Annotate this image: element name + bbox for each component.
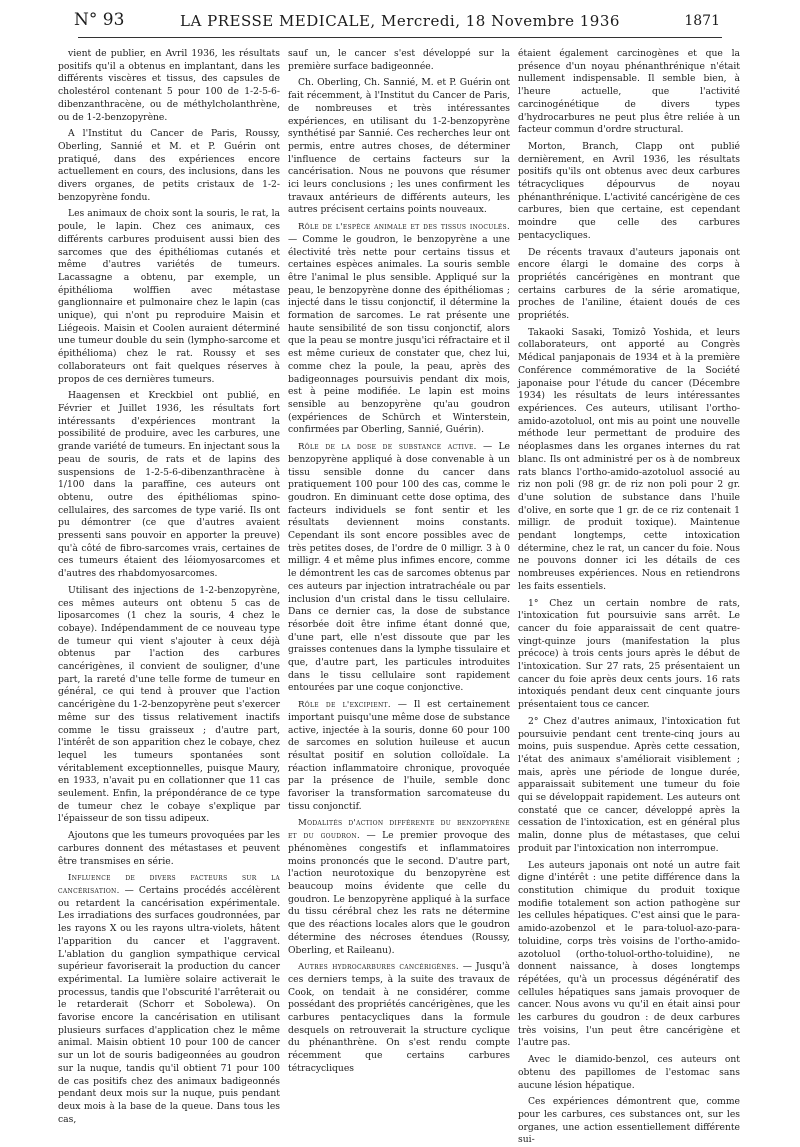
paragraph (288, 817, 510, 957)
paragraph-text: sauf un, le cancer s'est développé sur la première surface badigeonnée. (288, 48, 510, 72)
paragraph-text: Utilisant des injections de 1-2-benzopyrène, ces mêmes auteurs ont obtenu 5 cas de liposarcomes (1 chez la souris, 4 chez le cobaye). Indépendamment de ce nouveau type de tumeur qui vient s'ajouter à ceux déjà obtenus par l'action des carbures cancérigènes, il convient de souligner, d'une part, la rareté d'une telle forme de tumeur en général, ce qui tend à prouver que l'action cancérigène du 1-2-benzopyrène peut s'exercer même sur des tissus relativement inactifs comme le tissu graisseux ; d'autre part, l'intérêt de son apparition chez le cobaye, chez lequel les tumeurs spontanées sont véritablement exceptionnelles, puisque Maury, en 1933, n'avait pu en collationner que 11 cas seulement. Enfin, la prépondérance de ce type de tumeur chez le cobaye s'explique par l'épaisseur de son tissu adipeux. (58, 584, 280, 825)
page-header (0, 0, 800, 50)
paragraph (288, 221, 510, 437)
paragraph (58, 872, 280, 1126)
paragraph (288, 77, 510, 217)
paragraph-text: — Le benzopyrène appliqué à dose convenable à un tissu sensible donne du cancer dans pratiquement 100 pour 100 des cas, comme le goudron. En diminuant cette dose optima, des facteurs individuels se font sentir et les résultats deviennent moins constants. Cependant ils sont encore possibles avec de très petites doses, de l'ordre de 0 milligr. 3 à 0 milligr. 4 et même plus infimes encore, comme le démontrent les cas de sarcomes obtenus par ces auteurs par injection intratrachéale ou par inclusion d'un cristal dans le tissu cellulaire. Dans ce dernier cas, la dose de substance résorbée doit être infime étant donné que, d'une part, elle n'est dissoute que par les graisses contenues dans la lymphe tissulaire et que, d'autre part, les particules introduites dans le tissu cellulaire sont rapidement entourées par une coque conjonctive. (288, 441, 510, 694)
paragraph (518, 1054, 740, 1092)
paragraph-text: étaient également carcinogènes et que la présence d'un noyau phénanthrénique n'était nullement indispensable. Il semble bien, à l'heure actuelle, que l'activité carcinogénétique de divers types d'hydrocarbures ne peut plus être reliée à un facteur commun d'ordre structural. (518, 48, 740, 136)
paragraph-text: — Jusqu'à ces derniers temps, à la suite des travaux de Cook, on tendait à ne considérer, comme possédant des propriétés cancérigènes, que les carbures pentacycliques dans la formule desquels on retrouverait la structure cyclique du phénanthrène. On s'est rendu compte récemment que certains carbures tétracycliques (288, 961, 510, 1074)
section-heading: Influence de divers facteurs sur la cancérisation. (58, 873, 280, 896)
paragraph (518, 141, 740, 243)
paragraph (518, 327, 740, 594)
paragraph (518, 598, 740, 712)
paragraph (288, 699, 510, 813)
paragraph-text: De récents travaux d'auteurs japonais ont encore élargi le domaine des corps à propriétés cancérigènes en montrant que certains carbures de la série aromatique, proches de l'aniline, étaient doués de ces propriétés. (518, 246, 740, 322)
paragraph-text: A l'Institut du Cancer de Paris, Roussy, Oberling, Sannié et M. et P. Guérin ont pratiqué, dans des expériences encore actuellement en cours, des inclusions, dans les divers organes, de petits cristaux de 1-2-benzopyrène fondu. (58, 128, 280, 203)
section-heading: Modalités d'action différente du benzopyrène et du goudron. (288, 818, 510, 842)
text-column-middle (288, 48, 510, 1078)
paragraph-text: — Comme le goudron, le benzopyrène a une électivité très nette pour certains tissus et certaines espèces animales. La souris semble être l'animal le plus sensible. Appliqué sur la peau, le benzopyrène donne des épithéliomas ; injecté dans le tissu conjonctif, il détermine la formation de sarcomes. Le rat présente une haute sensibilité de son tissu conjonctif, alors que la peau se montre jusqu'ici réfractaire et il est même curieux de constater que, chez lui, comme chez la poule, la peau, après des badigeonnages poursuivis pendant dix mois, est à peine modifiée. Le lapin est moins sensible au benzopyrène qu'au goudron (expériences de Schürch et Winterstein, confirmées par Oberling, Sannié, Guérin). (288, 233, 510, 436)
text-column-right (518, 48, 740, 1146)
paragraph-text: Les animaux de choix sont la souris, le rat, la poule, le lapin. Chez ces animaux, ces différents carbures produisent aussi bien des sarcomes que des épithéliomas cutanés et même d'autres variétés de tumeurs. Lacassagne a obtenu, par exemple, un épithélioma wolffien avec métastase ganglionnaire et pulmonaire chez le lapin (cas unique), qui n'ont pu reproduire Maisin et Liégeois. Maisin et Coolen auraient déterminé une tumeur double du sein (lympho-sarcome et épithélioma) chez le rat. Roussy et ses collaborateurs ont fait quelques réserves à propos de ces dernières tumeurs. (58, 208, 280, 385)
header-rule (78, 37, 722, 38)
section-heading: Rôle de la dose de substance active. (298, 442, 477, 453)
paragraph (288, 441, 510, 695)
section-heading: Rôle de l'espèce animale et des tissus inoculés. (298, 222, 510, 233)
paragraph-text: Haagensen et Kreckbiel ont publié, en Février et Juillet 1936, les résultats fort intéressants d'expériences montrant la possibilité de produire, avec les carbures, une grande variété de tumeurs. En injectant sous la peau de souris, de rats et de lapins des suspensions de 1-2-5-6-dibenzanthracène à 1/100 dans la paraffine, ces auteurs ont obtenu, outre des épithéliomas spino-cellulaires, des sarcomes de type varié. Ils ont pu démontrer (ce que d'autres avaient pressenti sans pouvoir en apporter la preuve) qu'à côté de fibro-sarcomes vrais, certaines de ces tumeurs étaient des léiomyosarcomes et d'autres des rhabdomyosarcomes. (58, 390, 280, 580)
paragraph-text: Takaoki Sasaki, Tomizô Yoshida, et leurs collaborateurs, ont apporté au Congrès Médical panjaponais de 1934 et à la première Conférence commémorative de la Société japonaise pour l'étude du cancer (Décembre 1934) les résultats de leurs intéressantes expériences. Ces auteurs, utilisant l'ortho-amido-azotoluol, ont mis au point une nouvelle méthode leur permettant de produire des néoplasmes dans les organes internes du rat blanc. Ils ont administré per os à de nombreux rats blancs l'ortho-amido-azotoluol associé au riz non poli (98 gr. de riz non poli pour 2 gr. d'une solution de substance dans l'huile d'olive, en sorte que 1 gr. de ce riz contenait 1 milligr. de produit toxique). Maintenue pendant longtemps, cette intoxication détermine, chez le rat, un cancer du foie. Nous ne pouvons donner ici les détails de ces nombreuses expériences. Nous en retiendrons les faits essentiels. (518, 326, 740, 592)
paragraph-text: 1° Chez un certain nombre de rats, l'intoxication fut poursuivie sans arrêt. Le cancer du foie apparaissait de cent quatre-vingt-quinze jours (manifestation la plus précoce) à trois cents jours après le début de l'intoxication. Sur 27 rats, 25 présentaient un cancer du foie après deux cents jours. 16 rats intoxiqués pendant deux cent cinquante jours présentaient tous ce cancer. (518, 597, 740, 711)
paragraph (58, 830, 280, 868)
paragraph (518, 1096, 740, 1147)
paragraph-text: Les auteurs japonais ont noté un autre fait digne d'intérêt : une petite différence dans la constitution chimique du produit toxique modifie totalement son action pathogène sur les cellules hépatiques. C'est ainsi que le para-amido-azobenzol et le para-toluol-azo-para-toluidine, corps très voisins de l'ortho-amido-azotoluol (ortho-toluol-ortho-toluidine), ne donnent naissance, à doses longtemps répétées, qu'à un processus dégénératif des cellules hépatiques sans jamais provoquer de cancer. Nous avons vu qu'il en était ainsi pour les carbures du goudron : de deux carbures très voisins, l'un peut être cancérigène et l'autre pas. (518, 859, 740, 1049)
paragraph-text: Ces expériences démontrent que, comme pour les carbures, ces substances ont, sur les organes, une action essentiellement différente sui- (518, 1096, 740, 1146)
paragraph-text: Avec le diamido-benzol, ces auteurs ont obtenu des papillomes de l'estomac sans aucune lésion hépatique. (518, 1054, 740, 1091)
paragraph (518, 860, 740, 1051)
paragraph-text: — Il est certainement important puisqu'une même dose de substance active, injectée à la souris, donne 60 pour 100 de sarcomes en solution huileuse et aucun résultat positif en solution colloïdale. La réaction inflammatoire chronique, provoquée par la présence de l'huile, semble donc favoriser la transformation sarcomateuse du tissu conjonctif. (288, 699, 510, 812)
journal-title: LA PRESSE MEDICALE, Mercredi, 18 Novembre 1936 (180, 12, 620, 30)
paragraph-text: — Le premier provoque des phénomènes congestifs et inflammatoires moins prononcés que le second. D'autre part, l'action neurotoxique du benzopyrène est beaucoup moins évidente que celle du goudron. Le benzopyrène appliqué à la surface du tissu cérébral chez les rats ne détermine que des réactions locales alors que le goudron détermine des nécroses étendues (Roussy, Oberling, et Raileanu). (288, 830, 510, 956)
paragraph (58, 585, 280, 826)
paragraph (518, 716, 740, 856)
paragraph-text: Morton, Branch, Clapp ont publié dernièrement, en Avril 1936, les résultats positifs qu'ils ont obtenus avec deux carbures tétracycliques dépourvus de noyau phénanthrénique. L'activité cancérigène de ces carbures, bien que certaine, est cependant moindre que celle des carbures pentacycliques. (518, 140, 740, 241)
page-number: 1871 (684, 13, 720, 29)
paragraph (518, 48, 740, 137)
paragraph-text: 2° Chez d'autres animaux, l'intoxication fut poursuivie pendant cent trente-cinq jours au moins, puis suspendue. Après cette cessation, l'état des animaux s'améliorait visiblement ; mais, après une période de longue durée, apparaissait subitement une tumeur du foie qui se développait rapidement. Les auteurs ont constaté que ce cancer, développé après la cessation de l'intoxication, est en général plus malin, donne plus de métastases, que celui produit par l'intoxication non interrompue. (518, 715, 740, 854)
paragraph (288, 961, 510, 1075)
paragraph (58, 128, 280, 204)
paragraph-text: Ch. Oberling, Ch. Sannié, M. et P. Guérin ont fait récemment, à l'Institut du Cancer de Paris, de nombreuses et très intéressantes expériences, en utilisant du 1-2-benzopyrène synthétisé par Sannié. Ces recherches leur ont permis, entre autres choses, de déterminer l'influence de certains facteurs sur la cancérisation. Nous ne pouvons que résumer ici leurs conclusions ; les unes confirment les travaux antérieurs de différents auteurs, les autres précisent certains points nouveaux. (288, 77, 510, 216)
paragraph (518, 247, 740, 323)
paragraph-text: Ajoutons que les tumeurs provoquées par les carbures donnent des métastases et peuvent être transmises en série. (58, 830, 280, 867)
paragraph (58, 390, 280, 581)
paragraph-text: — Certains procédés accélèrent ou retardent la cancérisation expérimentale. Les irradiations des surfaces goudronnées, par les rayons X ou les rayons ultra-violets, hâtent l'apparition du cancer et l'aggravent. L'ablation du ganglion sympathique cervical supérieur favoriserait la production du cancer expérimental. La lumière solaire activerait le processus, tandis que l'obscurité l'arrêterait ou le retarderait (Schorr et Sobolewa). On favorise encore la cancérisation en utilisant plusieurs surfaces d'application chez le même animal. Maisin obtient 10 pour 100 de cancer sur un lot de souris badigeonnées au goudron sur la nuque, tandis qu'il obtient 71 pour 100 de cas positifs chez des animaux badigeonnés pendant deux mois sur la nuque, puis pendant deux mois à la base de la queue. Dans tous les cas, (58, 885, 280, 1125)
text-column-left (58, 48, 280, 1125)
section-heading: Autres hydrocarbures cancérigènes. (298, 962, 459, 973)
paragraph (58, 208, 280, 386)
paragraph (288, 48, 510, 73)
paragraph-text: vient de publier, en Avril 1936, les résultats positifs qu'il a obtenus en implantant, dans les différents viscères et tissus, des capsules de cholestérol contenant 5 pour 100 de 1-2-5-6-dibenzanthracène, ou de méthylcholanthrène, ou de 1-2-benzopyrène. (58, 48, 280, 123)
paragraph (58, 48, 280, 124)
issue-number: N° 93 (74, 10, 125, 30)
section-heading: Rôle de l'excipient. (298, 700, 391, 711)
